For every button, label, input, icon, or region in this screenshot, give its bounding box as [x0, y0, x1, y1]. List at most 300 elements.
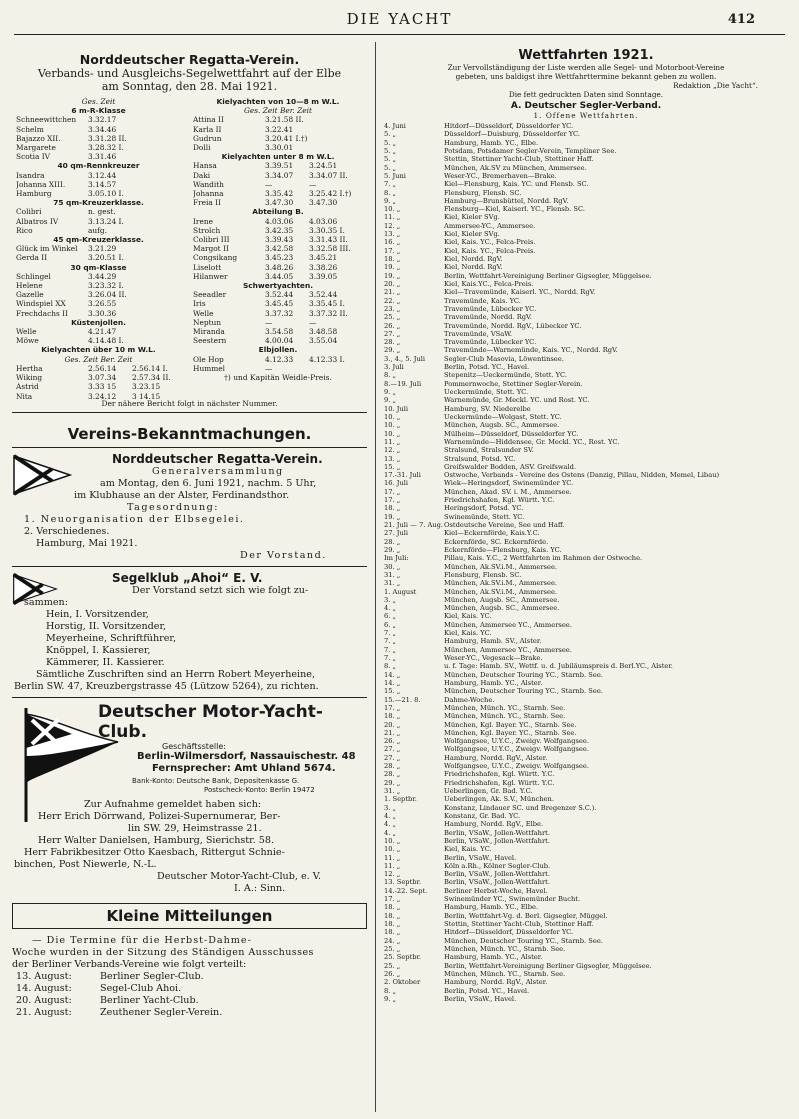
subsection-heading: 1. Offene Wettfahrten. — [533, 111, 639, 120]
total-time: 3.39.43 — [265, 235, 294, 245]
corrected-time — [132, 217, 181, 226]
regatta-entry — [384, 247, 788, 255]
regatta-date: 12. „ — [384, 870, 401, 879]
kleine-line: Woche wurden in der Sitzung des Ständigen Ausschusses — [12, 947, 314, 958]
separator — [12, 447, 367, 448]
total-time: 3.30.36 — [88, 308, 117, 318]
yacht-name: Strolch — [193, 225, 221, 235]
class-heading: 45 qm-Kreuzerklasse. — [53, 235, 144, 245]
regatta-date: 8. „ — [384, 662, 396, 671]
total-time: 3.34.46 — [88, 124, 117, 134]
regatta-date: 17. „ — [384, 703, 401, 712]
regatta-event: Weser-YC., Vegesack—Brake. — [444, 654, 543, 662]
result-row — [193, 244, 363, 253]
corrected-time — [132, 309, 181, 318]
corrected-time: 3 14.15 — [132, 391, 161, 401]
total-time: 3.42.58 — [265, 244, 294, 254]
class-heading: Abteilung B. — [252, 207, 304, 217]
regatta-event: Hamburg, Hamb. SV., Alster. — [444, 637, 542, 646]
regatta-list — [384, 122, 788, 1003]
regatta-date: 9. „ — [384, 196, 396, 205]
regatta-date: 15.—21. 8. — [384, 695, 421, 704]
regatta-event: Konstanz, Lindauer SC. und Bregenzer S.C.). — [444, 803, 597, 812]
regatta-event: Travemünde, Lübecker YC. — [444, 304, 537, 313]
yacht-name: Iris — [193, 299, 206, 309]
regatta-entry — [384, 263, 788, 271]
regatta-entry — [384, 455, 788, 463]
total-time: n. gest. — [88, 207, 116, 217]
nrv-line: Tagesordnung: — [127, 502, 220, 513]
total-time: 3.28.32 I. — [88, 143, 124, 153]
regatta-entry — [384, 804, 788, 812]
corrected-time — [309, 125, 363, 134]
total-time: 3.34.07 — [265, 170, 294, 180]
regatta-date: 25. „ — [384, 313, 401, 322]
regatta-event: Berlin, Wettfahrt-Vereinigung Berliner Gigsegler, Müggelsee. — [444, 961, 652, 970]
yacht-name: Albatros IV — [16, 216, 59, 226]
yacht-name: Hansa — [193, 161, 217, 171]
regatta-date: 28. „ — [384, 762, 401, 771]
regatta-date: 24. „ — [384, 936, 401, 945]
regatta-event: Wolfgangsee, U.Y.C., Zweigv. Wolfgangsee. — [444, 745, 589, 754]
regatta-event: Ammersee-YC., Ammersee. — [444, 221, 536, 230]
regatta-event: Ueckermünde—Wolgast, Stett. YC. — [444, 412, 562, 421]
regatta-date: 7. „ — [384, 645, 396, 654]
regatta-entry — [384, 696, 788, 704]
regatta-event: Kiel—Flensburg, Kais. YC. und Flensb. SC. — [444, 180, 589, 189]
corrected-time — [132, 244, 181, 253]
regatta-event: Wiek—Heringsdorf, Swinemünder YC. — [444, 479, 574, 488]
kleine-item — [12, 983, 367, 995]
regatta-entry — [384, 313, 788, 321]
header-rule — [14, 34, 785, 35]
results-subtitle-2: am Sonntag, den 28. Mai 1921. — [101, 80, 278, 93]
corrected-time: — — [309, 317, 317, 327]
kleine-club: Berliner Segler-Club. — [100, 971, 204, 982]
yacht-name: Schelm — [16, 124, 44, 134]
regatta-date: 28. „ — [384, 770, 401, 779]
result-row — [16, 180, 181, 189]
regatta-date: 7. „ — [384, 637, 396, 646]
total-time: 3.22.41 — [265, 124, 294, 134]
regatta-entry — [384, 870, 788, 878]
result-row — [193, 355, 363, 364]
regatta-event: Berlin, Wettfahrt-Vg. d. Berl. Gigsegler, Müggel. — [444, 911, 608, 920]
kleine-item — [12, 995, 367, 1007]
yacht-name: Dolli — [193, 143, 211, 153]
class-heading: 6 m-R-Klasse — [71, 106, 126, 116]
regatta-entry — [384, 463, 788, 471]
dmyc-line: Bank-Konto: Deutsche Bank, Depositenkasse G. — [132, 777, 300, 785]
kleine-club: Segel-Club Ahoi. — [100, 983, 182, 994]
total-time: — — [265, 363, 273, 373]
regatta-date: 5. „ — [384, 155, 396, 164]
regatta-event: Flensburg—Kiel, Kaiserl. YC., Flensb. SC. — [444, 205, 585, 214]
dmyc-notice — [12, 702, 367, 895]
total-time: 3.54.58 — [265, 327, 294, 337]
result-row — [193, 263, 363, 272]
regatta-entry — [384, 571, 788, 579]
total-time: 3.26.55 — [88, 299, 117, 309]
regatta-entry — [384, 197, 788, 205]
regatta-date: 22. „ — [384, 296, 401, 305]
regatta-date: 26. „ — [384, 737, 401, 746]
regatta-entry — [384, 820, 788, 828]
regatta-date: 28. „ — [384, 537, 401, 546]
regatta-event: Heringsdorf, Potsd. YC. — [444, 504, 524, 513]
yacht-name: Karla II — [193, 124, 222, 134]
regatta-date: 18. „ — [384, 911, 401, 920]
results-subtitle-1: Verbands- und Ausgleichs-Segelwettfahrt auf der Elbe — [37, 67, 342, 80]
dmyc-line: Fernsprecher: Amt Uhland 5674. — [152, 763, 336, 774]
journal-title: DIE YACHT — [346, 10, 453, 28]
regatta-entry — [384, 222, 788, 230]
total-time: — — [265, 179, 273, 189]
regatta-event: Ostwoche, Verbands - Vereine des Ostens (Danzig, Pillau, Nidden, Memel, Libau) — [444, 471, 720, 480]
regatta-event: München, Ammersee YC., Ammersee. — [444, 620, 572, 629]
regatta-event: Kiel, Nordd. RgV. — [444, 263, 503, 272]
regatta-date: 7. „ — [384, 629, 396, 638]
corrected-time: 3.25.42 I.†) — [309, 189, 352, 199]
regatta-entry — [384, 962, 788, 970]
regatta-date: 18. „ — [384, 920, 401, 928]
class-heading: Küstenjollen. — [71, 317, 126, 327]
time-header: Ges. Zeit — [81, 97, 116, 106]
result-row — [16, 364, 181, 373]
regatta-event: Stettin, Stettiner Yacht-Club, Stettiner Haff. — [444, 155, 594, 164]
corrected-time — [309, 364, 363, 373]
regatta-date: 27. Juli — [384, 529, 409, 538]
total-time: 3.42.35 — [265, 225, 294, 235]
regatta-date: 9. „ — [384, 396, 396, 405]
total-time: 3.44.29 — [88, 271, 117, 281]
regatta-event: München, Augsb. SC., Ammersee. — [444, 595, 560, 604]
regatta-entry — [384, 862, 788, 870]
nrv-line: im Klubhause an der Alster, Ferdinandsthor. — [74, 490, 290, 501]
regatta-event: München, Kgl. Bayer. YC., Starnb. See. — [444, 728, 577, 737]
regatta-date: 5. „ — [384, 146, 396, 155]
result-row — [16, 290, 181, 299]
total-time: 3.31.28 II. — [88, 133, 127, 143]
regatta-entry — [384, 288, 788, 296]
regatta-event: Berlin, VSaW., Jollen-Wettfahrt. — [444, 836, 550, 845]
regatta-event: München, Deutscher Touring YC., Starnb. See. — [444, 687, 603, 696]
regatta-event: Hamburg—Brunsbüttel, Nordd. RgV. — [444, 196, 569, 205]
nrv-notice — [12, 452, 367, 562]
regatta-date: 3. „ — [384, 595, 396, 604]
yacht-name: Freia II — [193, 198, 221, 208]
result-row — [16, 207, 181, 216]
result-row — [16, 115, 181, 124]
regatta-date: 31. „ — [384, 570, 401, 579]
regatta-event: Travemünde, Kais. YC. — [444, 296, 521, 305]
regatta-entry — [384, 479, 788, 487]
regatta-date: 10. „ — [384, 429, 401, 438]
yacht-name: Attina II — [193, 115, 224, 125]
result-row — [16, 392, 181, 401]
class-heading: 75 qm-Kreuzerklasse. — [53, 198, 144, 208]
regatta-date: 27. „ — [384, 753, 401, 762]
regatta-date: 10. „ — [384, 845, 401, 854]
separator — [12, 412, 367, 413]
corrected-time: 2.56.14 I. — [132, 363, 168, 373]
dmyc-line: Zur Aufnahme gemeldet haben sich: — [84, 799, 262, 810]
result-row — [16, 217, 181, 226]
regatta-event: München, Kgl. Bayer. YC., Starnb. See. — [444, 720, 577, 729]
corrected-time — [132, 336, 181, 345]
total-time: aufg. — [88, 225, 107, 235]
dmyc-line: binchen, Post Niewerle, N.-L. — [14, 859, 157, 870]
regatta-entry — [384, 488, 788, 496]
regatta-date: 5. „ — [384, 138, 396, 147]
kleine-club: Zeuthener Segler-Verein. — [100, 1007, 223, 1018]
regatta-event: Friedrichshafen, Kgl. Württ. Y.C. — [444, 770, 555, 779]
vereins-title: Vereins-Bekanntmachungen. — [67, 425, 312, 443]
regatta-event: Stralsund, Potsd. YC. — [444, 454, 516, 463]
regatta-entry — [384, 255, 788, 263]
regatta-entry — [384, 280, 788, 288]
regatta-date: 8. „ — [384, 371, 396, 380]
regatta-date: 11. „ — [384, 861, 401, 870]
total-time: 3.48.26 — [265, 262, 294, 272]
corrected-time — [132, 152, 181, 161]
kleine-list — [12, 971, 367, 1019]
regatta-event: Berlin, VSaW., Jollen-Wettfahrt. — [444, 828, 550, 837]
results-title: Norddeutscher Regatta-Verein. — [79, 52, 300, 67]
result-row — [16, 171, 181, 180]
regatta-entry — [384, 305, 788, 313]
result-row — [193, 198, 363, 207]
regatta-event: Berlin, Potsd. YC., Havel. — [444, 363, 530, 372]
yacht-name: Gerda II — [16, 253, 48, 263]
yacht-name: Seestern — [193, 336, 227, 346]
yacht-name: Windspiel XX — [16, 299, 66, 309]
total-time: 3.39.51 — [265, 161, 294, 171]
corrected-time: 3.45.21 — [309, 253, 338, 263]
results-footer: Der nähere Bericht folgt in nächster Nummer. — [101, 399, 278, 408]
regatta-date: 30. „ — [384, 562, 401, 571]
regatta-entry — [384, 430, 788, 438]
corrected-time — [309, 134, 363, 143]
total-time: 3.30.01 — [265, 143, 294, 153]
ahoi-line: Kämmerer, II. Kassierer. — [46, 657, 165, 668]
regatta-entry — [384, 380, 788, 388]
nrv-line: 2. Verschiedenes. — [24, 526, 110, 537]
regatta-entry — [384, 180, 788, 188]
regatta-event: Potsdam, Potsdamer Segler-Verein, Templiner See. — [444, 146, 617, 155]
regatta-entry — [384, 829, 788, 837]
regatta-date: 25. „ — [384, 961, 401, 970]
regatta-entry — [384, 147, 788, 155]
regatta-event: Berliner Herbst-Woche, Havel. — [444, 886, 548, 895]
result-row — [193, 125, 363, 134]
nrv-line: Der Vorstand. — [240, 550, 327, 561]
regatta-event: Eckernförde—Flensburg, Kais. YC. — [444, 545, 562, 554]
regatta-entry — [384, 845, 788, 853]
dmyc-line: I. A.: Sinn. — [234, 883, 286, 894]
regatta-event: Kiel, Kais. YC. — [444, 845, 492, 854]
total-time: 3.21.58 II. — [265, 115, 304, 125]
regatta-entry — [384, 612, 788, 620]
result-row — [193, 226, 363, 235]
result-row — [16, 152, 181, 161]
regatta-date: 19. „ — [384, 271, 401, 280]
regatta-date: 5. Juni — [384, 171, 406, 180]
regatta-event: Ostdeutsche Vereine, See und Haff. — [444, 521, 565, 529]
regatta-entry — [384, 945, 788, 953]
yacht-name: Rico — [16, 225, 33, 235]
regatta-date: 4. „ — [384, 820, 396, 829]
nrv-line: Hamburg, Mai 1921. — [36, 538, 138, 549]
regatta-entry — [384, 297, 788, 305]
kleine-date: 14. August: — [16, 983, 72, 994]
yacht-name: Nita — [16, 391, 33, 401]
yacht-name: Bajazzo XII. — [16, 133, 61, 143]
regatta-date: 21. „ — [384, 288, 401, 297]
wettfahrten-intro: Zur Vervollständigung der Liste werden alle Segel- und Motorboot-Vereine — [447, 63, 725, 72]
regatta-entry — [384, 812, 788, 820]
regatta-date: 17. „ — [384, 496, 401, 505]
corrected-time — [132, 253, 181, 262]
regatta-entry — [384, 762, 788, 770]
regatta-entry — [384, 937, 788, 945]
corrected-time: 3.30.35 I. — [309, 225, 345, 235]
dmyc-line: Deutscher Motor-Yacht-Club, e. V. — [157, 871, 322, 882]
regatta-entry — [384, 471, 788, 479]
result-row — [16, 336, 181, 345]
corrected-time — [132, 281, 181, 290]
nrv-title: Norddeutscher Regatta-Verein. — [112, 452, 323, 466]
corrected-time: 3.55.04 — [309, 336, 338, 346]
regatta-event: Hamburg, Nordd. RgV., Elbe. — [444, 820, 544, 829]
page-number: 412 — [727, 12, 755, 27]
ahoi-line: Sämtliche Zuschriften sind an Herrn Robert Meyerheine, — [36, 669, 316, 680]
dmyc-line: Postscheck-Konto: Berlin 19472 — [204, 786, 315, 794]
regatta-entry — [384, 970, 788, 978]
regatta-date: 10. „ — [384, 421, 401, 430]
regatta-date: 29. „ — [384, 778, 401, 787]
regatta-entry — [384, 155, 788, 163]
regatta-entry — [384, 895, 788, 903]
regatta-event: München, Ak.SV.i.M., Ammersee. — [444, 562, 558, 571]
result-row — [16, 143, 181, 152]
ahoi-line: Horstig, II. Vorsitzender, — [46, 621, 167, 632]
regatta-date: 27. „ — [384, 329, 401, 338]
ahoi-pennant-icon — [12, 573, 58, 605]
total-time: 4.03.06 — [265, 216, 294, 226]
yacht-name: Frechdachs II — [16, 308, 68, 318]
regatta-entry — [384, 779, 788, 787]
regatta-event: München, Ak.SV zu München, Ammersee. — [444, 163, 587, 172]
regatta-date: 21. Juli — 7. Aug. — [384, 521, 444, 529]
yacht-name: Liselott — [193, 262, 222, 272]
regatta-event: Ueckermünde, Stett. YC. — [444, 388, 529, 396]
kleine-line: der Berliner Verbands-Vereine wie folgt verteilt: — [12, 959, 247, 970]
corrected-time — [132, 171, 181, 180]
regatta-entry — [384, 903, 788, 911]
result-row — [193, 327, 363, 336]
regatta-date: 31. „ — [384, 579, 401, 588]
regatta-date: 14.-22. Sept. — [384, 886, 428, 895]
regatta-entry — [384, 995, 788, 1003]
yacht-name: Scotia IV — [16, 152, 50, 162]
regatta-entry — [384, 837, 788, 845]
corrected-time: 3.38.26 — [309, 262, 338, 272]
regatta-date: 10. Juli — [384, 404, 409, 413]
regatta-entry — [384, 721, 788, 729]
result-row — [193, 309, 363, 318]
regatta-entry — [384, 687, 788, 695]
ahoi-line: Der Vorstand setzt sich wie folgt zu- — [132, 585, 309, 596]
regatta-event: Berlin, VSaW., Jollen-Wettfahrt. — [444, 870, 550, 879]
regatta-date: 3. „ — [384, 803, 396, 812]
result-row — [16, 309, 181, 318]
regatta-date: 17. „ — [384, 246, 401, 255]
yacht-name: Neptun — [193, 317, 222, 327]
regatta-event: Berlin, VSaW., Havel. — [444, 853, 517, 862]
result-row — [193, 143, 363, 152]
regatta-event: München, Augsb. SC., Ammersee. — [444, 604, 560, 613]
regatta-date: 15. „ — [384, 687, 401, 696]
regatta-event: Ueberlingen, Gr. Bad. Y.C. — [444, 787, 533, 795]
dmyc-flag-icon — [12, 704, 122, 824]
regatta-entry — [384, 712, 788, 720]
separator — [12, 697, 367, 698]
yacht-name: Margot II — [193, 244, 229, 254]
regatta-entry — [384, 745, 788, 753]
corrected-time: 3.35.45 I. — [309, 299, 345, 309]
regatta-date: 12. „ — [384, 446, 401, 455]
regatta-event: Pommernwoche, Stettiner Segler-Verein. — [444, 379, 583, 388]
regatta-event: München, Akad. SV. i. M., Ammersee. — [444, 487, 572, 496]
regatta-date: 29. „ — [384, 346, 401, 355]
regatta-date: Im Juli: — [384, 554, 409, 563]
result-row — [16, 299, 181, 308]
regatta-date: 27. „ — [384, 745, 401, 754]
regatta-entry — [384, 371, 788, 379]
ahoi-line: sammen: — [24, 597, 68, 608]
regatta-date: 5. „ — [384, 130, 396, 139]
total-time: 3.44.05 — [265, 271, 294, 281]
yacht-name: Wandith — [193, 179, 224, 189]
yacht-name: Möwe — [16, 336, 39, 346]
regatta-event: München, Deutscher Touring YC., Starnb. See. — [444, 936, 603, 945]
regatta-event: Konstanz, Gr. Bad. YC. — [444, 811, 521, 820]
regatta-entry — [384, 504, 788, 512]
total-time: 3.07.34 — [88, 373, 117, 383]
total-time: 3.14.57 — [88, 179, 117, 189]
regatta-date: 9. „ — [384, 388, 396, 396]
total-time: 3.35.42 — [265, 189, 294, 199]
wettfahrten-intro: gebeten, uns baldigst ihre Wettfahrttermine bekannt geben zu wollen. — [455, 72, 717, 81]
regatta-entry — [384, 978, 788, 986]
regatta-event: Kiel, Kais.YC., Felca-Preis. — [444, 279, 534, 288]
regatta-event: Kiel, Kieler SVg. — [444, 230, 500, 239]
regatta-entry — [384, 588, 788, 596]
regatta-date: 23. „ — [384, 304, 401, 313]
regatta-event: München, Münch. YC., Starnb. See. — [444, 703, 566, 712]
regatta-entry — [384, 421, 788, 429]
total-time: 4.21.47 — [88, 327, 117, 337]
regatta-entry — [384, 355, 788, 363]
wettfahrten-signature: Redaktion „Die Yacht“. — [673, 81, 758, 90]
class-heading: 40 qm-Rennkreuzer — [57, 161, 140, 171]
wettfahrten-note: Die fett gedruckten Daten sind Sonntage. — [508, 90, 664, 99]
regatta-event: Hitdorf—Düsseldorf, Düsseldorfer YC. — [444, 928, 574, 937]
regatta-date: 4. „ — [384, 604, 396, 613]
corrected-time — [132, 189, 181, 198]
total-time: 3.31.46 — [88, 152, 117, 162]
